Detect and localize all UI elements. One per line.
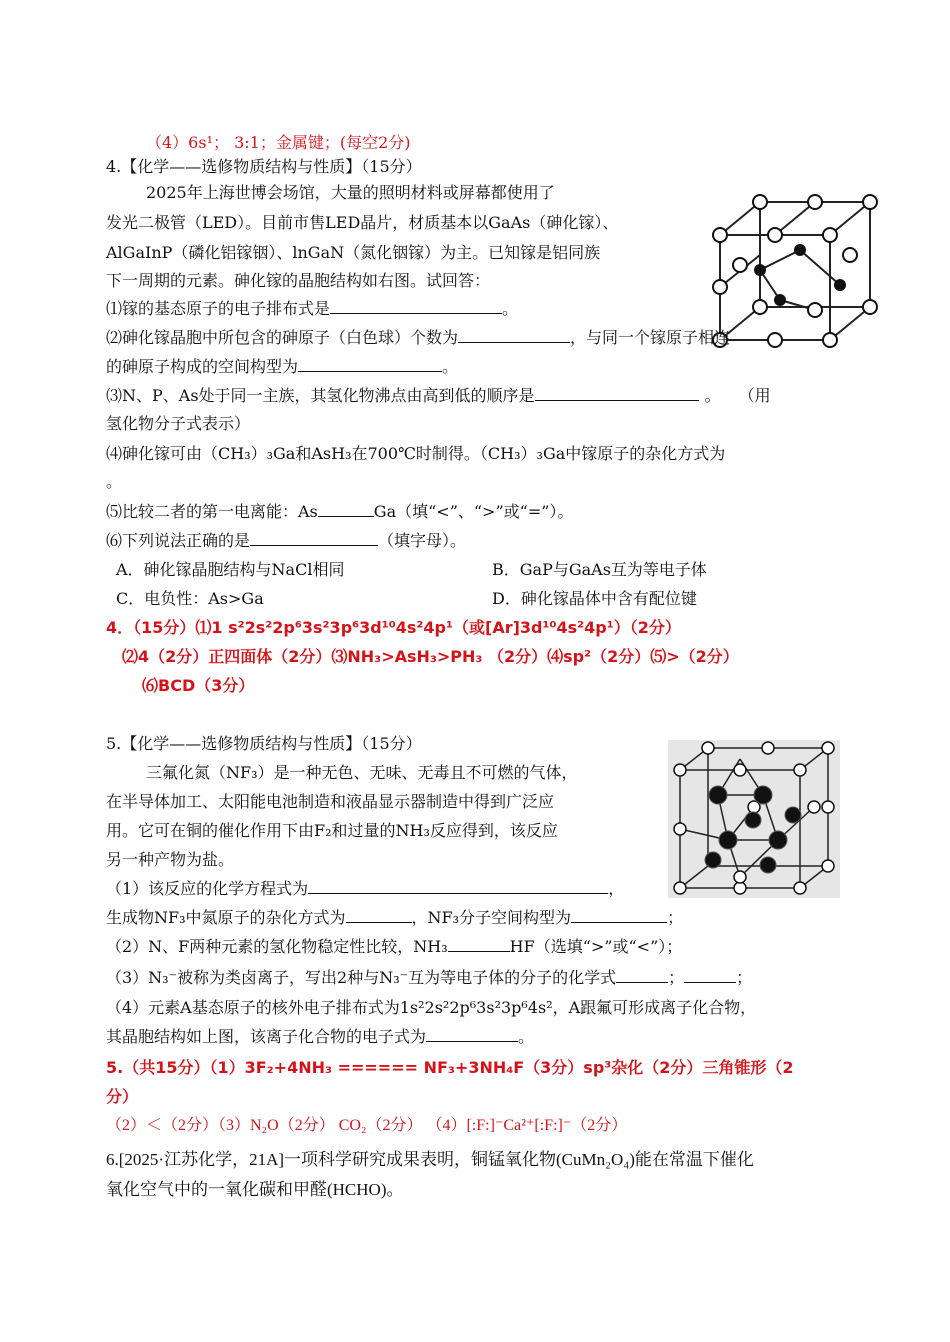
- q5-part3-blank-2[interactable]: [684, 968, 736, 983]
- q4-answer-line-2: ⑵4（2分）正四面体（2分）⑶NH₃>AsH₃>PH₃ （2分）⑷sp²（2分）⑸>（2分）: [122, 647, 739, 666]
- q5-part1: [106, 879, 624, 899]
- q4-part3-blank[interactable]: [535, 386, 699, 401]
- q5-answer-line-2: 分）: [106, 1087, 139, 1106]
- q4-part2-text: ⑵砷化镓晶胞中所包含的砷原子（白色球）个数为: [106, 328, 459, 347]
- q4-number: 4.: [106, 157, 122, 176]
- q4-part3-text-b: （用: [746, 386, 771, 405]
- q4-answer-line-3: ⑹BCD（3分）: [142, 676, 255, 695]
- q4-part2-blank-1[interactable]: [458, 328, 570, 343]
- q5-part2-blank[interactable]: [448, 937, 510, 952]
- gaas-unit-cell-figure: [700, 190, 895, 350]
- q4-intro-line-3: AlGaInP（磷化铝镓铟）、lnGaN（氮化铟镓）为主。已知镓是铝同族: [106, 243, 601, 262]
- q4-part5-text: ⑸比较二者的第一电离能：As: [106, 502, 318, 521]
- q5-number: 5.: [106, 734, 122, 753]
- q5-part3-text: （3）N₃⁻被称为类卤离子，写出2种与N₃⁻互为等电子体的分子的化学式: [106, 968, 617, 987]
- q5-intro-line-4: 另一种产物为盐。: [106, 850, 235, 869]
- q4-part6-text-b: （填字母）。: [378, 531, 467, 550]
- q4-heading: [106, 157, 422, 177]
- q5-heading: [106, 734, 422, 754]
- q4-part4-cont: 。: [106, 472, 123, 491]
- q5-part3-blank-1[interactable]: [616, 968, 668, 983]
- q5-part4-text-b: 其晶胞结构如上图，该离子化合物的电子式为: [106, 1027, 427, 1046]
- q5-part3-text-b: ；: [668, 968, 685, 987]
- q6-line-1: 6.[2025·江苏化学，21A]一项科学研究成果表明，铜锰氧化物(CuMn₂O₄)能在常温下催化: [106, 1150, 754, 1169]
- caf2-unit-cell-figure: [668, 740, 840, 898]
- q4-option-b: B．GaP与GaAs互为等电子体: [492, 560, 707, 579]
- q5-part3: [106, 968, 752, 988]
- q5-part2-text-b: HF（选填“>”或“<”）；: [509, 937, 683, 956]
- q5-score: （15分）: [361, 734, 422, 753]
- q5-part1-cont: [106, 908, 683, 928]
- q4-option-d: D．砷化镓晶体中含有配位键: [492, 589, 697, 608]
- q5-part1-text-e: ；: [667, 908, 684, 927]
- q4-intro-line-4: 下一周期的元素。砷化镓的晶胞结构如右图。试回答：: [106, 271, 491, 290]
- q4-score: （15分）: [361, 157, 422, 176]
- q4-option-c: C．电负性：As>Ga: [116, 589, 264, 608]
- previous-answer-line: （4）6s¹； 3:1；金属键；(每空2分): [146, 133, 411, 152]
- q4-part6: [106, 531, 466, 551]
- q4-option-a: A．砷化镓晶胞结构与NaCl相同: [116, 560, 345, 579]
- q4-answer-line-1: 4．（15分）⑴1 s²2s²2p⁶3s²3p⁶3d¹⁰4s²4p¹（或[Ar]3d¹⁰4s²4p¹）（2分）: [106, 618, 681, 637]
- q5-intro-line-2: 在半导体加工、太阳能电池制造和液晶显示器制造中得到广泛应: [106, 792, 555, 811]
- q5-part3-text-c: ；: [736, 968, 753, 987]
- q4-part2-blank-2[interactable]: [298, 357, 442, 372]
- q4-part2-text-c: 的砷原子构成的空间构型为: [106, 357, 299, 376]
- q4-part3-cont: 氢化物分子式表示）: [106, 414, 251, 433]
- q4-part3-text: ⑶N、P、As处于同一主族，其氢化物沸点由高到低的顺序是: [106, 386, 535, 405]
- q5-part4-blank[interactable]: [426, 1027, 518, 1042]
- q4-part2-text-b: ，与同一个镓原子相连: [570, 328, 731, 347]
- q4-title: 【化学——选修物质结构与性质】: [121, 157, 362, 176]
- q4-intro-line-2: 发光二极管（LED）。目前市售LED晶片，材质基本以GaAs（砷化镓）、: [106, 213, 619, 232]
- q4-part5-blank[interactable]: [318, 502, 374, 517]
- q6-line-2: 氧化空气中的一氧化碳和甲醛(HCHO)。: [106, 1180, 404, 1199]
- q5-answer-line-3: （2）＜（2分）（3）N₂O（2分） CO₂（2分） （4）[:F:]⁻Ca²⁺[:F:]⁻（2分）: [106, 1117, 628, 1134]
- q4-part4: ⑷砷化镓可由（CH₃）₃Ga和AsH₃在700℃时制得。（CH₃）₃Ga中镓原子的杂化方式为: [106, 444, 726, 463]
- q5-intro-line-1: 三氟化氮（NF₃）是一种无色、无味、无毒且不可燃的气体，: [146, 763, 578, 782]
- q5-answer-line-1: 5.（共15分）（1）3F₂+4NH₃ ====== NF₃+3NH₄F（3分）sp³杂化（2分）三角锥形（2: [106, 1058, 794, 1077]
- q4-part6-blank[interactable]: [250, 531, 378, 546]
- q5-part1-blank-2[interactable]: [346, 908, 412, 923]
- q5-part4-cont: 其晶胞结构如上图，该离子化合物的电子式为 。: [106, 1027, 535, 1046]
- q4-part2: [106, 328, 730, 348]
- q5-part1-blank-3[interactable]: [571, 908, 667, 923]
- q4-part5: [106, 502, 573, 522]
- q4-part6-text: ⑹下列说法正确的是: [106, 531, 251, 550]
- q5-part4: （4）元素A基态原子的核外电子排布式为1s²2s²2p⁶3s²3p⁶4s²，A跟氟可形成离子化合物，: [106, 998, 757, 1017]
- q5-title: 【化学——选修物质结构与性质】: [121, 734, 362, 753]
- q5-part1-text-c: 生成物NF₃中氮原子的杂化方式为: [106, 908, 346, 927]
- q5-part1-text-b: ，: [608, 879, 625, 898]
- q4-intro-line-1: 2025年上海世博会场馆，大量的照明材料或屏幕都使用了: [146, 183, 555, 202]
- q4-part1-text: ⑴镓的基态原子的电子排布式是: [106, 299, 331, 318]
- q4-part5-text-b: Ga（填“<”、“>”或“=”）。: [373, 502, 574, 521]
- q5-intro-line-3: 用。它可在铜的催化作用下由F₂和过量的NH₃反应得到，该反应: [106, 821, 558, 840]
- q5-part1-text: （1）该反应的化学方程式为: [106, 879, 309, 898]
- q5-part2-text: （2）N、F两种元素的氢化物稳定性比较，NH₃: [106, 937, 448, 956]
- q5-part2: [106, 937, 682, 957]
- q4-part2-cont: 的砷原子构成的空间构型为 。: [106, 357, 459, 376]
- q5-part1-blank[interactable]: [308, 879, 608, 894]
- q4-part1: ⑴镓的基态原子的电子排布式是 。: [106, 299, 519, 318]
- q5-part1-text-d: ，NF₃分子空间构型为: [411, 908, 572, 927]
- q4-part3: ⑶N、P、As处于同一主族，其氢化物沸点由高到低的顺序是 。 （用: [106, 386, 771, 405]
- q4-part1-blank[interactable]: [330, 299, 502, 314]
